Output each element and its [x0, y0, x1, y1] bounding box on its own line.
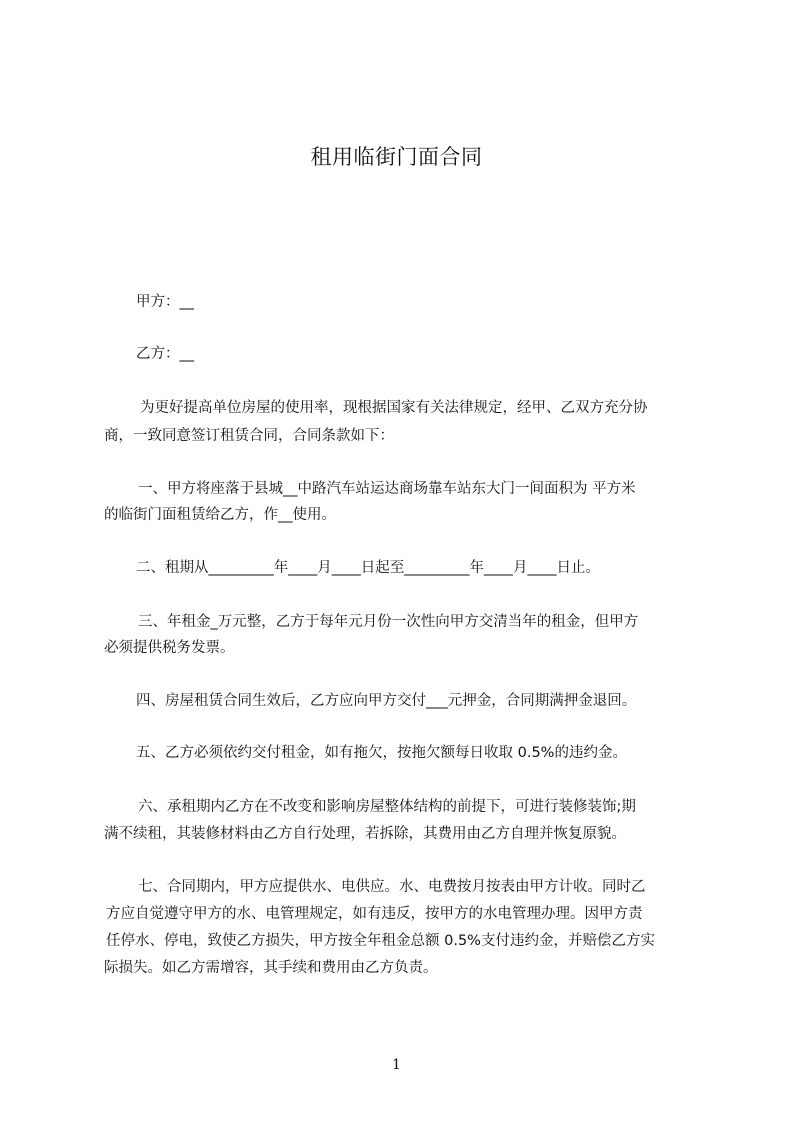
- document-title: 租用临街门面合同: [310, 145, 483, 169]
- intro-line-2: 商，一致同意签订租赁合同，合同条款如下：: [104, 428, 394, 444]
- clause-7-line-1: 七、合同期内，甲方应提供水、电供应。水、电费按月按表由甲方计收。同时乙: [138, 879, 646, 895]
- clause-6-line-2: 满不续租，其装修材料由乙方自行处理，若拆除，其费用由乙方自理并恢复原貌。: [104, 826, 626, 842]
- clause-5-line: 五、乙方必须依约交付租金，如有拖欠，按拖欠额每日收取 0.5%的违约金。: [136, 745, 627, 761]
- intro-line-1: 为更好提高单位房屋的使用率，现根据国家有关法律规定，经甲、乙双方充分协: [140, 400, 648, 416]
- party-b-line: 乙方：__: [136, 346, 194, 362]
- clause-6-line-1: 六、承租期内乙方在不改变和影响房屋整体结构的前提下，可进行装修装饰;期: [138, 799, 636, 815]
- clause-7-line-3: 任停水、停电，致使乙方损失，甲方按全年租金总额 0.5%支付违约金，并赔偿乙方实: [106, 933, 655, 949]
- clause-3-line-2: 必须提供税务发票。: [104, 640, 235, 656]
- clause-2-line: 二、租期从_________年____月____日起至_________年____月____日止。: [136, 560, 600, 576]
- clause-7-line-2: 方应自觉遵守甲方的水、电管理规定，如有违反，按甲方的水电管理办理。因甲方责: [106, 906, 643, 922]
- clause-4-line: 四、房屋租赁合同生效后，乙方应向甲方交付___元押金，合同期满押金退回。: [136, 693, 637, 709]
- clause-3-line-1: 三、年租金_万元整，乙方于每年元月份一次性向甲方交清当年的租金，但甲方: [138, 614, 639, 630]
- clause-7-line-4: 际损失。如乙方需增容，其手续和费用由乙方负责。: [104, 960, 438, 976]
- party-a-line: 甲方：__: [136, 294, 194, 310]
- clause-1-line-1: 一、甲方将座落于县城__中路汽车站运达商场靠车站东大门一间面积为 平方米: [138, 481, 636, 497]
- page-number: 1: [392, 1057, 401, 1073]
- clause-1-line-2: 的临街门面租赁给乙方，作__使用。: [104, 507, 336, 523]
